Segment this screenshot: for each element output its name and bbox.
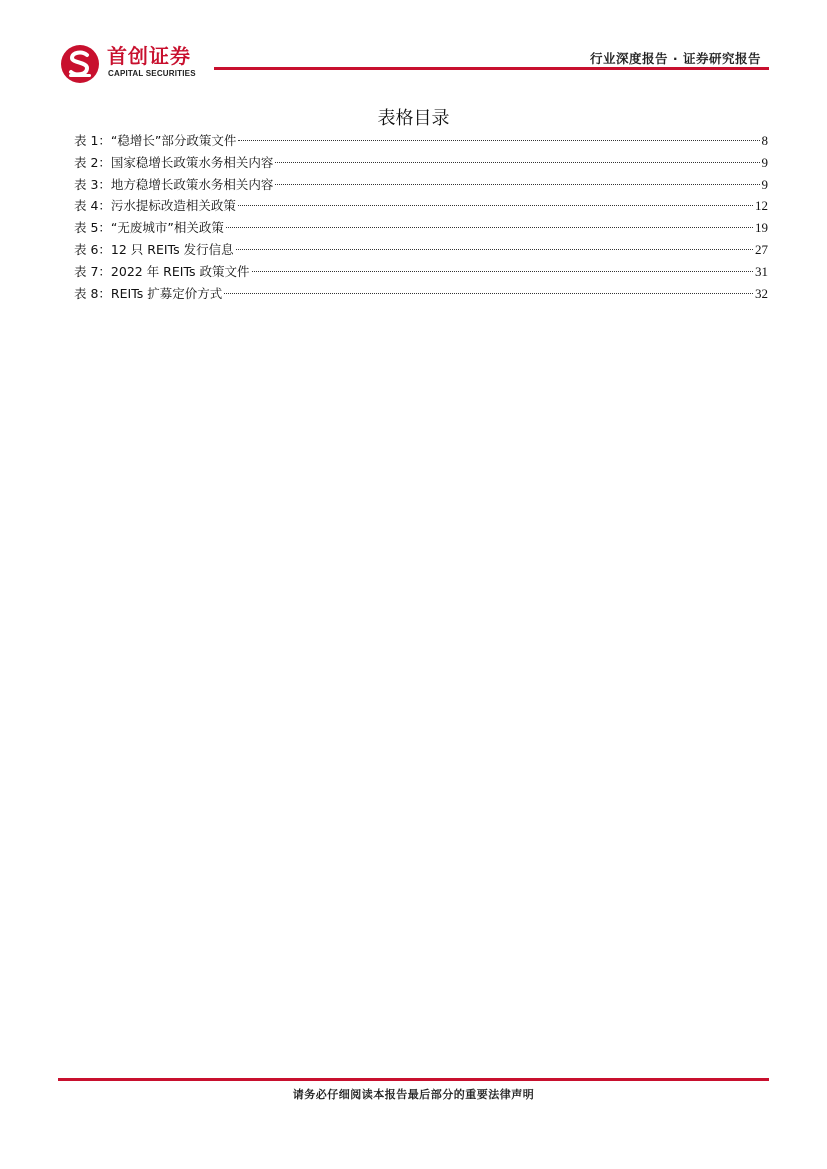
toc-dot-leader: [238, 205, 753, 206]
toc-dot-leader: [224, 293, 753, 294]
table-of-tables-list: [74, 130, 768, 304]
toc-dot-leader: [275, 184, 759, 185]
toc-entry-page: 9: [761, 154, 768, 170]
toc-entry[interactable]: [74, 195, 768, 217]
table-of-tables-title: 表格目录: [377, 108, 450, 129]
toc-entry-page: 19: [755, 220, 768, 236]
toc-entry-page: 8: [761, 133, 768, 148]
toc-entry[interactable]: [74, 283, 768, 305]
toc-entry-label: 表 6：12 只 REITs 发行信息: [74, 241, 234, 257]
toc-entry-label: 表 3：地方稳增长政策水务相关内容: [74, 176, 274, 192]
page-header: [0, 0, 827, 90]
toc-entry[interactable]: [74, 239, 768, 261]
legal-disclaimer-notice: 请务必仔细阅读本报告最后部分的重要法律声明: [292, 1088, 535, 1101]
toc-dot-leader: [252, 271, 753, 272]
toc-entry[interactable]: [74, 174, 768, 196]
logo-english-name: CAPITAL SECURITIES: [108, 69, 196, 78]
toc-entry-page: 32: [755, 285, 768, 301]
toc-dot-leader: [226, 227, 753, 228]
header-divider: [214, 67, 769, 70]
toc-dot-leader: [275, 162, 759, 163]
toc-entry-page: 27: [755, 241, 768, 257]
logo-chinese-name: 首创证券: [107, 44, 191, 68]
toc-entry-page: 9: [761, 176, 768, 192]
toc-entry[interactable]: [74, 217, 768, 239]
footer-divider: [58, 1078, 769, 1081]
toc-dot-leader: [238, 140, 759, 141]
toc-entry-label: 表 8：REITs 扩募定价方式: [74, 285, 223, 301]
toc-entry-label: 表 4：污水提标改造相关政策: [74, 198, 236, 214]
report-type-label: 行业深度报告 · 证券研究报告: [590, 51, 761, 66]
company-logo: [60, 42, 220, 84]
toc-entry[interactable]: [74, 261, 768, 283]
toc-entry-label: 表 5：“无废城市”相关政策: [74, 220, 224, 236]
toc-entry[interactable]: [74, 130, 768, 152]
toc-entry-label: 表 7：2022 年 REITs 政策文件: [74, 263, 250, 279]
toc-entry-page: 31: [755, 263, 768, 279]
toc-dot-leader: [236, 249, 753, 250]
capital-securities-logo-icon: [60, 44, 100, 84]
toc-entry-label: 表 2：国家稳增长政策水务相关内容: [74, 154, 274, 170]
toc-entry-label: 表 1：“稳增长”部分政策文件: [74, 133, 237, 148]
toc-entry-page: 12: [755, 198, 768, 214]
toc-entry[interactable]: [74, 152, 768, 174]
